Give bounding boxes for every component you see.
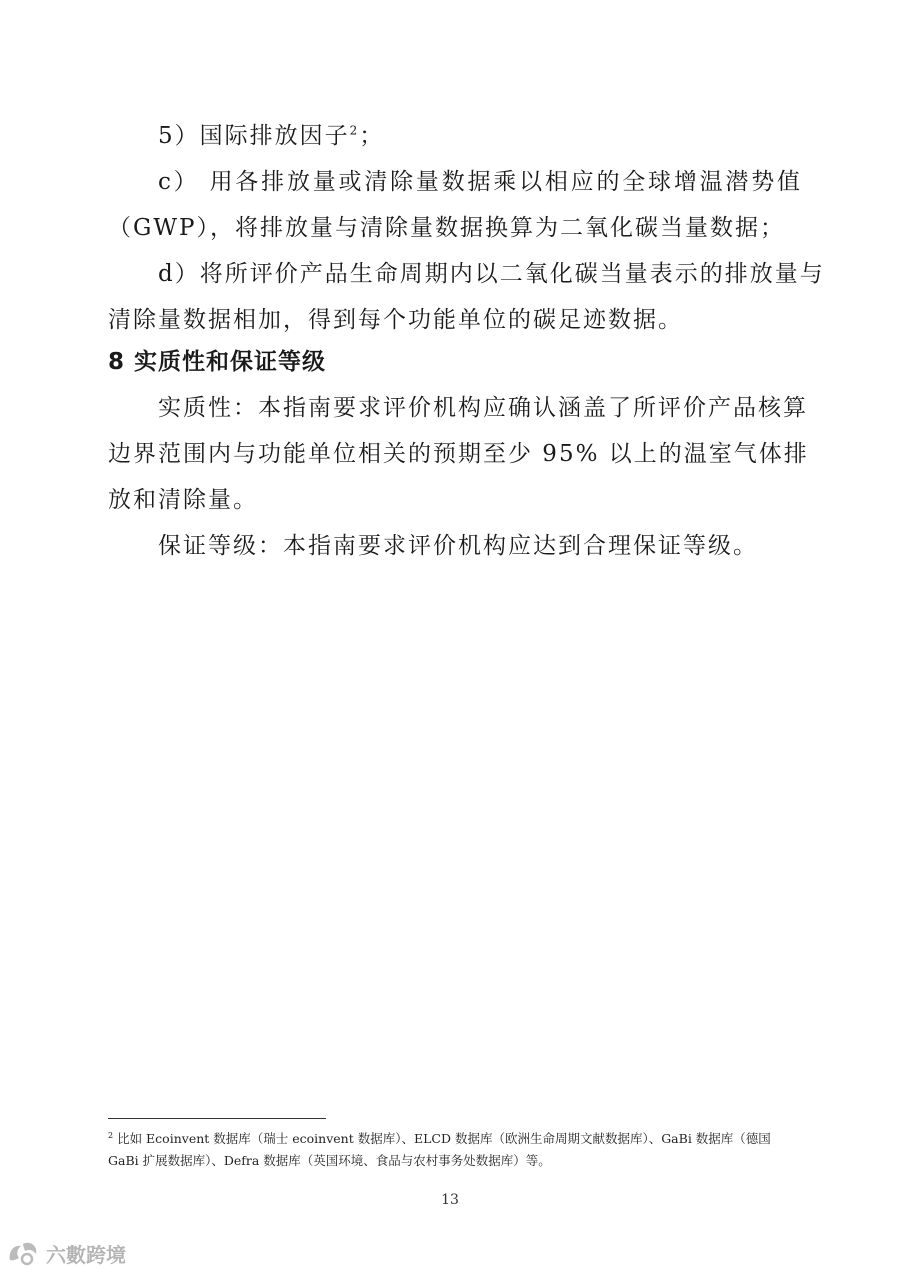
footnote-text-1: 比如 Ecoinvent 数据库（瑞士 ecoinvent 数据库）、ELCD 数据库（欧洲生命周期文献数据库）、GaBi 数据库（德国	[117, 1131, 771, 1146]
footnote-line1	[108, 1128, 771, 1150]
list-item-5-text: 5）国际排放因子	[158, 123, 350, 149]
list-item-5	[158, 120, 384, 152]
list-item-c-line2: （GWP），将排放量与清除量数据换算为二氧化碳当量数据；	[108, 215, 785, 241]
watermark	[6, 1238, 126, 1268]
list-item-d-line2: 清除量数据相加，得到每个功能单位的碳足迹数据。	[108, 307, 683, 333]
brand-logo-icon	[6, 1238, 40, 1268]
list-item-c-line1: c） 用各排放量或清除量数据乘以相应的全球增温潜势值	[158, 169, 802, 195]
watermark-text: 六數跨境	[46, 1242, 126, 1267]
page-number: 13	[441, 1192, 459, 1208]
footnote-divider	[108, 1118, 326, 1119]
footnote-marker: 2	[108, 1130, 114, 1140]
assurance-level-paragraph: 保证等级：本指南要求评价机构应达到合理保证等级。	[158, 533, 758, 559]
list-item-d-line1: d）将所评价产品生命周期内以二氧化碳当量表示的排放量与	[158, 261, 825, 287]
section-heading: 8 实质性和保证等级	[108, 349, 327, 375]
footnote-line2: GaBi 扩展数据库）、Defra 数据库（英国环境、食品与农村事务处数据库）等。	[108, 1153, 551, 1168]
materiality-line1: 实质性：本指南要求评价机构应确认涵盖了所评价产品核算	[158, 395, 808, 421]
materiality-line3: 放和清除量。	[108, 487, 258, 513]
list-item-5-tail: ；	[359, 123, 385, 149]
materiality-line2: 边界范围内与功能单位相关的预期至少 95% 以上的温室气体排	[108, 441, 809, 467]
footnote-reference[interactable]: 2	[349, 123, 360, 138]
